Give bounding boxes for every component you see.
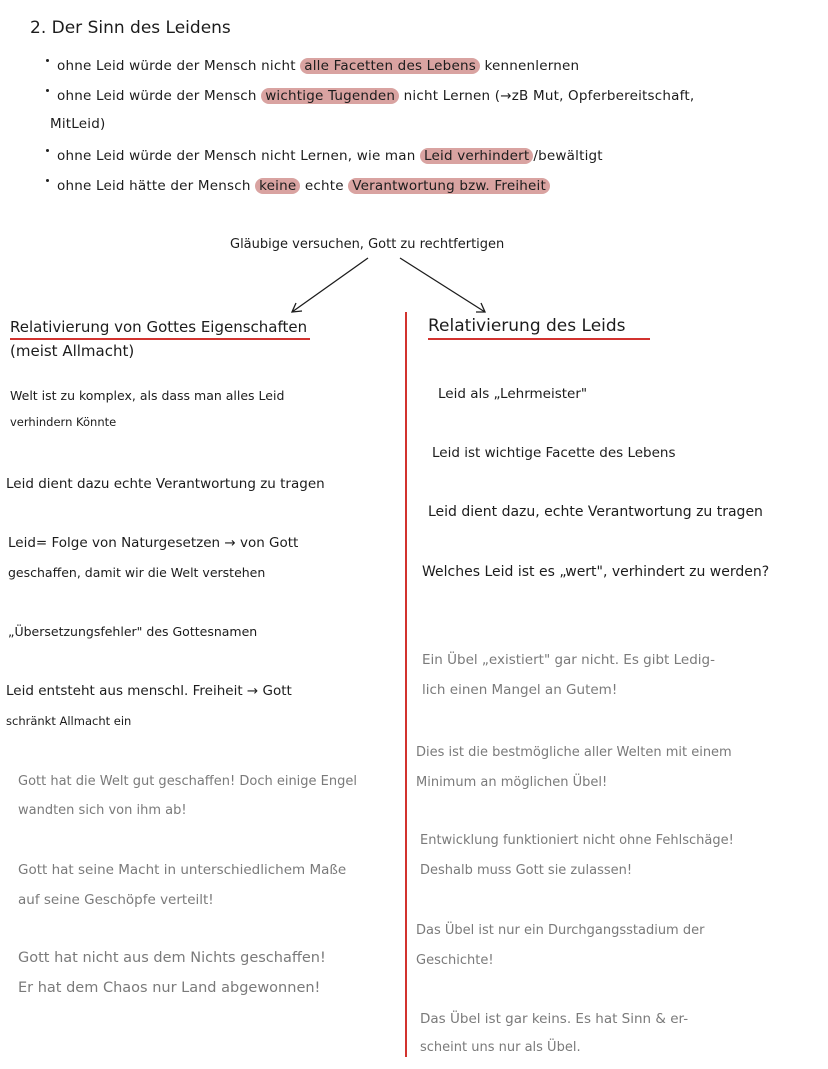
left-item-2: Leid dient dazu echte Verantwortung zu tragen [6, 476, 325, 492]
right-item-2: Leid ist wichtige Facette des Lebens [432, 445, 676, 461]
right-item-4: Welches Leid ist es „wert", verhindert zu werden? [422, 564, 770, 580]
highlight: Leid verhindert [420, 148, 533, 164]
right-item-6-line2: Minimum an möglichen Übel! [416, 775, 608, 790]
left-item-3-line1: Leid= Folge von Naturgesetzen → von Gott [8, 535, 299, 551]
right-item-8-line1: Das Übel ist nur ein Durchgangsstadium der [416, 923, 705, 938]
right-item-5-line1: Ein Übel „existiert" gar nicht. Es gibt Ledig- [422, 652, 715, 668]
bullet-dot [46, 89, 49, 92]
right-item-5-line2: lich einen Mangel an Gutem! [422, 682, 618, 698]
left-item-6-line1: Gott hat die Welt gut geschaffen! Doch einige Engel [18, 774, 357, 789]
highlight: Verantwortung bzw. Freiheit [348, 178, 550, 194]
center-question: Gläubige versuchen, Gott zu rechtfertigen [230, 237, 505, 252]
left-item-6-line2: wandten sich von ihm ab! [18, 803, 187, 818]
left-item-8-line2: Er hat dem Chaos nur Land abgewonnen! [18, 980, 321, 996]
left-item-5-line1: Leid entsteht aus menschl. Freiheit → Gott [6, 683, 292, 699]
left-item-8-line1: Gott hat nicht aus dem Nichts geschaffen! [18, 950, 326, 966]
bullet-3 [46, 148, 603, 164]
highlight: alle Facetten des Lebens [300, 58, 480, 74]
bullet-text: ohne Leid würde der Mensch nicht [57, 58, 301, 74]
left-heading-underline [10, 338, 310, 340]
bullet-text: ohne Leid würde der Mensch nicht Lernen, wie man [57, 148, 421, 164]
left-item-5-line2: schränkt Allmacht ein [6, 714, 132, 728]
left-item-1-line2: verhindern Könnte [10, 415, 117, 429]
right-item-7-line2: Deshalb muss Gott sie zulassen! [420, 863, 633, 878]
right-item-9-line1: Das Übel ist gar keins. Es hat Sinn & er- [420, 1011, 689, 1027]
bullet-text: /bewältigt [533, 148, 603, 164]
bullet-text: nicht Lernen (→zB Mut, Opferbereitschaft, [399, 88, 695, 104]
right-item-6-line1: Dies ist die bestmögliche aller Welten mit einem [416, 745, 732, 760]
highlight: keine [255, 178, 300, 194]
bullet-2-continuation: MitLeid) [50, 116, 106, 132]
page-title: 2. Der Sinn des Leidens [30, 18, 231, 38]
bullet-text: echte [300, 178, 349, 194]
bullet-dot [46, 149, 49, 152]
bullet-text: ohne Leid würde der Mensch [57, 88, 262, 104]
left-item-7-line1: Gott hat seine Macht in unterschiedlichem Maße [18, 862, 347, 878]
left-heading: Relativierung von Gottes Eigenschaften [10, 318, 308, 336]
right-item-3: Leid dient dazu, echte Verantwortung zu tragen [428, 504, 763, 520]
right-item-8-line2: Geschichte! [416, 953, 494, 968]
left-subheading: (meist Allmacht) [10, 342, 135, 360]
right-item-9-line2: scheint uns nur als Übel. [420, 1040, 581, 1055]
bullet-text: ohne Leid hätte der Mensch [57, 178, 256, 194]
right-heading-underline [428, 338, 650, 340]
bullet-dot [46, 59, 49, 62]
right-heading: Relativierung des Leids [428, 316, 626, 336]
left-item-3-line2: geschaffen, damit wir die Welt verstehen [8, 565, 266, 580]
left-item-1-line1: Welt ist zu komplex, als dass man alles Leid [10, 388, 285, 403]
left-item-4: „Übersetzungsfehler" des Gottesnamen [8, 624, 258, 639]
bullet-1 [46, 58, 579, 74]
left-item-7-line2: auf seine Geschöpfe verteilt! [18, 892, 214, 908]
bullet-text: kennenlernen [479, 58, 580, 74]
highlight: wichtige Tugenden [261, 88, 399, 104]
bullet-dot [46, 179, 49, 182]
bullet-2 [46, 88, 694, 104]
right-item-7-line1: Entwicklung funktioniert nicht ohne Fehlschäge! [420, 833, 734, 848]
bullet-4 [46, 178, 550, 194]
right-item-1: Leid als „Lehrmeister" [438, 386, 588, 402]
column-divider [405, 312, 407, 1057]
arrow-left-icon [292, 258, 368, 312]
arrow-right-icon [400, 258, 485, 312]
